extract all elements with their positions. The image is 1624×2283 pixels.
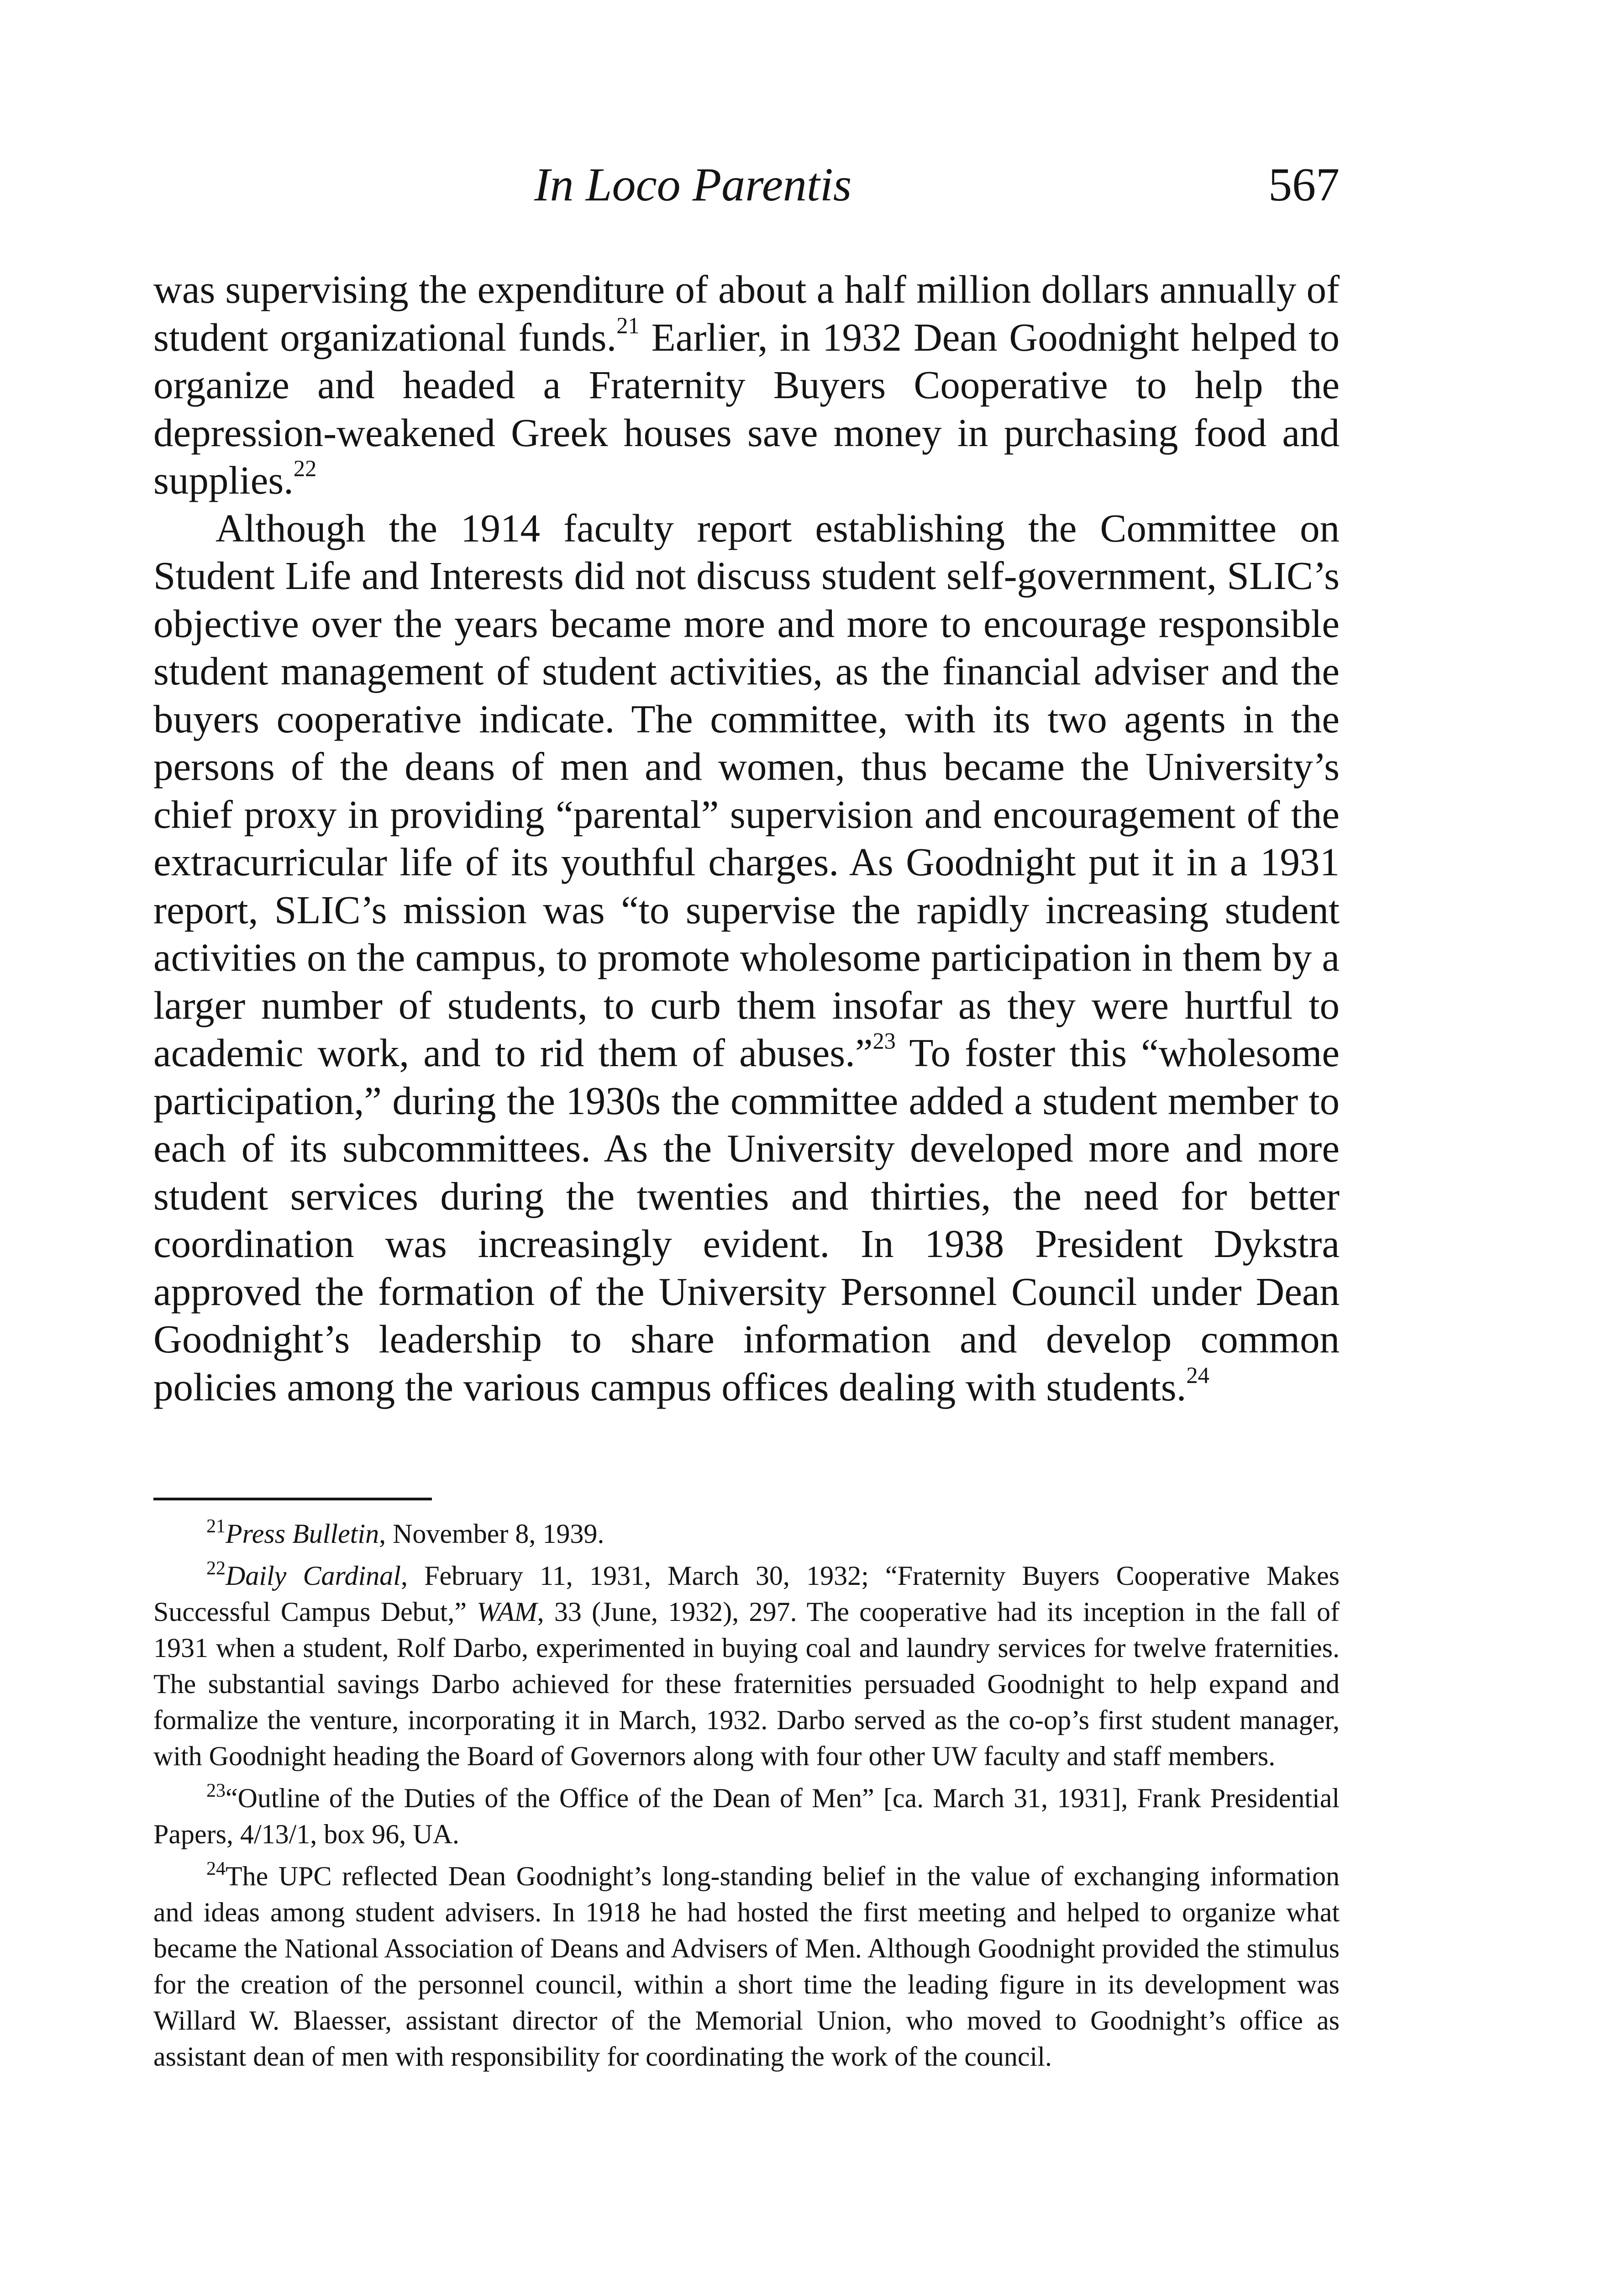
page-header <box>0 158 1624 212</box>
footnote-21-number: 21 <box>206 1515 226 1537</box>
footnote-22-source-title: Daily Cardinal <box>226 1561 401 1591</box>
paragraph-2-text-a: Although the 1914 faculty report establishing the Committee on Student Life and Interests did not discuss student self-government, SLIC’s objective over the years became more and more to encourage responsible student management of student activities, as the financial adviser and the buyers cooperative indicate. The committee, with its two agents in the persons of the deans of men and women, thus became the University’s chief proxy in providing “parental” supervision and encouragement of the extracurricular life of its youthful charges. As Goodnight put it in a 1931 report, SLIC’s mission was “to supervise the rapidly increasing student activities on the campus, to promote wholesome participation in them by a larger number of students, to curb them insofar as they were hurtful to academic work, and to rid them of abuses.” <box>153 505 1340 1075</box>
footnotes <box>153 1516 1340 2081</box>
footnote-21 <box>153 1516 1340 1552</box>
footnote-24-number: 24 <box>206 1858 226 1879</box>
footnote-23-number: 23 <box>206 1780 226 1801</box>
footnote-22-text-a: , February 11, 1931, March 30, 1932; “Fraternity Buyers Cooperative Makes Successful Campus Debut,” <box>153 1561 1340 1627</box>
running-head: In Loco Parentis <box>534 158 852 211</box>
footnote-22-number: 22 <box>206 1557 226 1579</box>
footnote-22-text-b: , 33 (June, 1932), 297. The cooperative had its inception in the fall of 1931 when a student, Rolf Darbo, experimented in buying coal and laundry services for twelve fraternities. The substantial savings Darbo achieved for these fraternities persuaded Goodnight to help expand and formalize the venture, incorporating it in March, 1932. Darbo served as the co-op’s first student manager, with Goodnight heading the Board of Governors along with four other UW faculty and staff members. <box>153 1597 1340 1771</box>
footnote-21-text: , November 8, 1939. <box>379 1519 604 1549</box>
page-number: 567 <box>1268 158 1340 211</box>
footnote-22 <box>153 1558 1340 1774</box>
paragraph-2 <box>153 505 1340 1411</box>
paragraph-1-text-a: was supervising the expenditure of about a half million dollars annually of student organizational funds. <box>153 267 1340 359</box>
footnote-ref-22: 22 <box>293 456 317 482</box>
footnote-23 <box>153 1780 1340 1852</box>
paragraph-2-text-b: To foster this “wholesome participation,” during the 1930s the committee added a student member to each of its subcommittees. As the University developed more and more student services during the twenties and thirties, the need for better coordination was increasingly evident. In 1938 President Dykstra approved the formation of the University Personnel Council under Dean Goodnight’s leadership to share information and develop common policies among the various campus offices dealing with students. <box>153 1031 1340 1409</box>
footnote-divider <box>153 1498 432 1500</box>
paragraph-1-text-b: Earlier, in 1932 Dean Goodnight helped to organize and headed a Fraternity Buyers Cooperative to help the depression-weakened Greek houses save money in purchasing food and supplies. <box>153 315 1340 502</box>
footnote-24 <box>153 1858 1340 2075</box>
footnote-24-text: The UPC reflected Dean Goodnight’s long-standing belief in the value of exchanging information and ideas among student advisers. In 1918 he had hosted the first meeting and helped to organize what became the National Association of Deans and Advisers of Men. Although Goodnight provided the stimulus for the creation of the personnel council, within a short time the leading figure in its development was Willard W. Blaesser, assistant director of the Memorial Union, who moved to Goodnight’s office as assistant dean of men with responsibility for coordinating the work of the council. <box>153 1861 1340 2072</box>
footnote-ref-24: 24 <box>1186 1362 1209 1388</box>
footnote-21-source-title: Press Bulletin <box>226 1519 379 1549</box>
footnote-ref-23: 23 <box>872 1028 896 1054</box>
footnote-23-text: “Outline of the Duties of the Office of the Dean of Men” [ca. March 31, 1931], Frank Presidential Papers, 4/13/1, box 96, UA. <box>153 1783 1340 1849</box>
footnote-ref-21: 21 <box>616 312 640 338</box>
body-text <box>153 266 1340 1411</box>
paragraph-1 <box>153 266 1340 505</box>
footnote-22-journal-title: WAM <box>477 1597 537 1627</box>
